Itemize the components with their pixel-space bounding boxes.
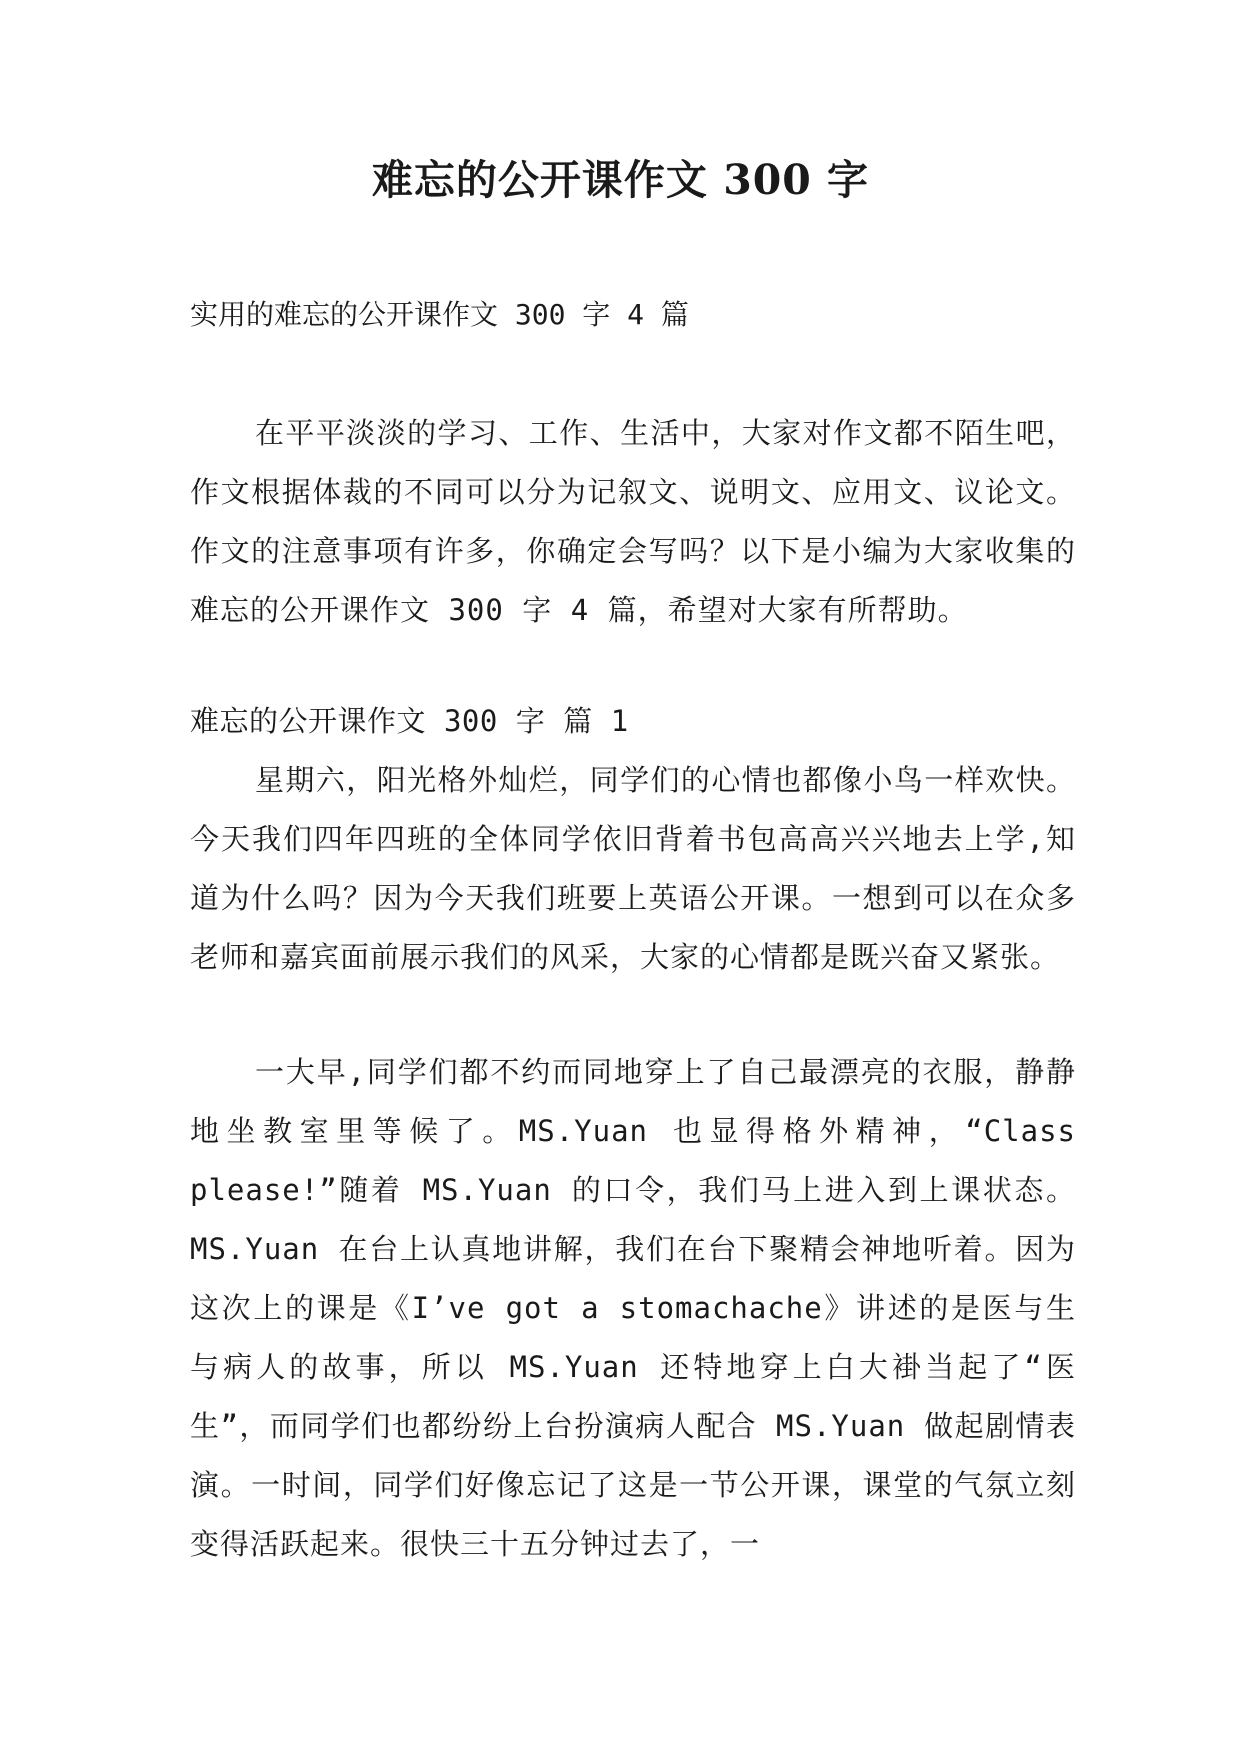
body-paragraph: 星期六，阳光格外灿烂，同学们的心情也都像小鸟一样欢快。今天我们四年四班的全体同学依旧背着书包高高兴兴地去上学,知道为什么吗？因为今天我们班要上英语公开课。一想到可以在众多老师和嘉宾面前展示我们的风采，大家的心情都是既兴奋又紧张。 (190, 763, 1076, 974)
intro-paragraph: 在平平淡淡的学习、工作、生活中，大家对作文都不陌生吧，作文根据体裁的不同可以分为记叙文、说明文、应用文、议论文。作文的注意事项有许多，你确定会写吗？以下是小编为大家收集的难忘的公开课作文 300 字 4 篇，希望对大家有所帮助。 (190, 416, 1076, 627)
document-title: 难忘的公开课作文 300 字 (371, 156, 870, 204)
document-subtitle: 实用的难忘的公开课作文 300 字 4 篇 (190, 298, 689, 331)
body-paragraph: 一大早,同学们都不约而同地穿上了自己最漂亮的衣服，静静地坐教室里等候了。MS.Yuan 也显得格外精神，“Class please!”随着 MS.Yuan 的口令，我们马上进入到上课状态。MS.Yuan 在台上认真地讲解，我们在台下聚精会神地听着。因为这次上的课是《I’ve got a stomachache》讲述的是医与生与病人的故事，所以 MS.Yuan 还特地穿上白大褂当起了“医生”，而同学们也都纷纷上台扮演病人配合 MS.Yuan 做起剧情表演。一时间，同学们好像忘记了这是一节公开课，课堂的气氛立刻变得活跃起来。很快三十五分钟过去了，一 (190, 1055, 1076, 1561)
section-heading: 难忘的公开课作文 300 字 篇 1 (190, 704, 629, 738)
